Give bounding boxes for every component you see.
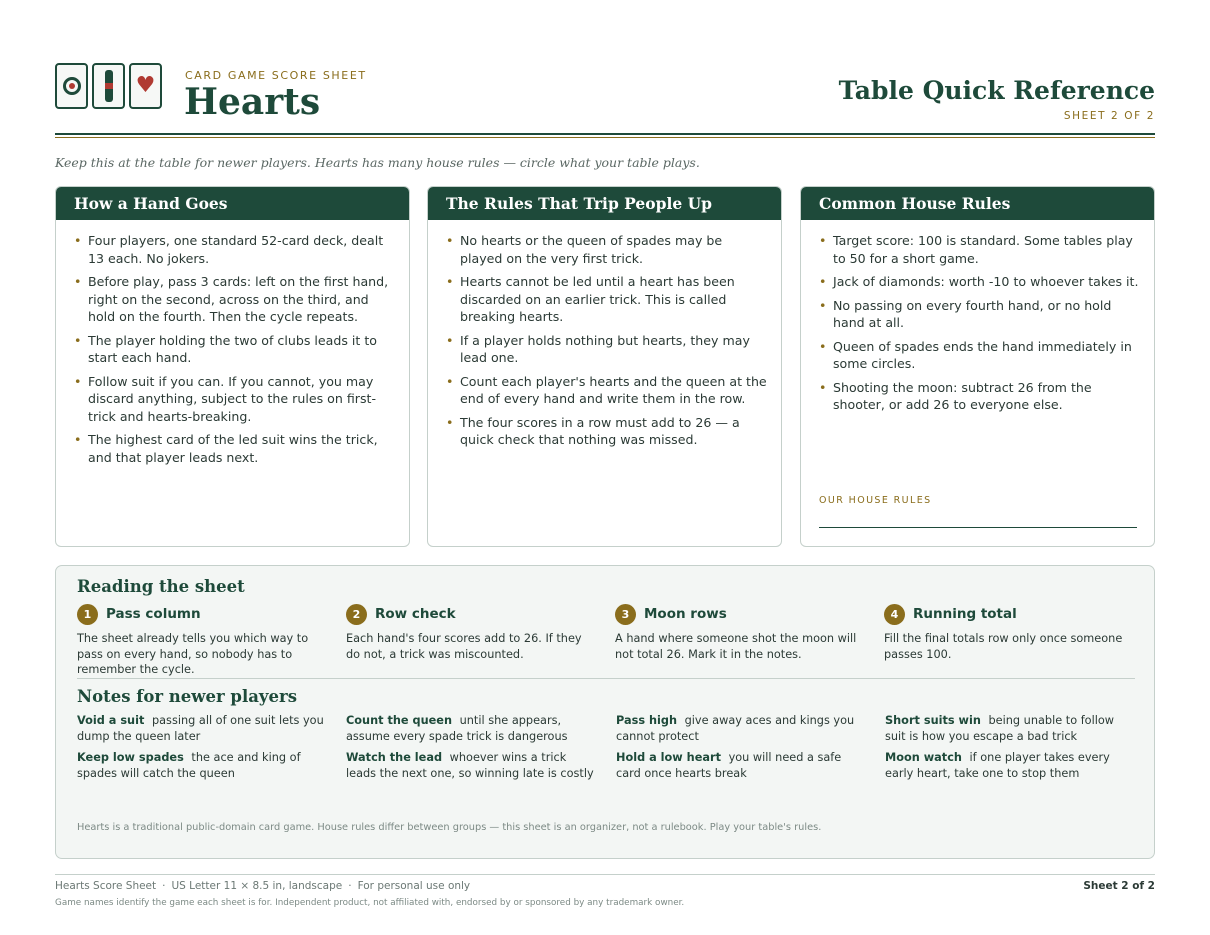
step-text: The sheet already tells you which way to pass on every hand, so nobody has to remember the cycle. — [77, 632, 309, 676]
note-item — [616, 713, 866, 744]
note-item — [77, 750, 327, 781]
heart-card-icon: ♥ — [129, 63, 162, 109]
list-item: • Hearts cannot be led until a heart has been discarded on an earlier trick. This is called breaking hearts. — [446, 273, 767, 326]
footer-left — [55, 880, 470, 892]
bar-card-icon — [92, 63, 125, 109]
reading-notes-box — [55, 565, 1155, 859]
note-term: Moon watch — [885, 751, 962, 764]
list-item: • If a player holds nothing but hearts, they may lead one. — [446, 332, 767, 367]
reference-title: Table Quick Reference — [838, 76, 1155, 105]
note-text: until she appears, assume every spade trick is dangerous — [346, 714, 568, 743]
rule-list — [56, 220, 409, 466]
page-title: Hearts — [184, 81, 321, 123]
note-text: if one player takes every early heart, take one to stop them — [885, 751, 1110, 780]
list-item: • Queen of spades ends the hand immediately in some circles. — [819, 338, 1140, 373]
rule-list — [428, 220, 781, 449]
step-number-badge: 3 — [615, 604, 636, 625]
list-item: • The four scores in a row must add to 26 — a quick check that nothing was missed. — [446, 414, 767, 449]
panel-title: The Rules That Trip People Up — [428, 187, 781, 220]
footer-usage: For personal use only — [357, 880, 471, 892]
list-item: • Four players, one standard 52-card deck, dealt 13 each. No jokers. — [74, 232, 395, 267]
step-title: Moon rows — [644, 606, 727, 622]
note-item — [346, 713, 596, 744]
list-item: • Count each player's hearts and the queen at the end of every hand and write them in the row. — [446, 373, 767, 408]
list-item: • No passing on every fourth hand, or no hold hand at all. — [819, 297, 1140, 332]
note-text: give away aces and kings you cannot protect — [616, 714, 855, 743]
step-text: Fill the final totals row only once someone passes 100. — [884, 632, 1123, 661]
note-term: Hold a low heart — [616, 751, 721, 764]
disclaimer-text: Hearts is a traditional public-domain card game. House rules differ between groups — this sheet is an organizer, not a rulebook. Play your table's rules. — [77, 822, 822, 833]
list-item: • No hearts or the queen of spades may be played on the very first trick. — [446, 232, 767, 267]
panel-title: How a Hand Goes — [56, 187, 409, 220]
footer-sheet-number: Sheet 2 of 2 — [1083, 880, 1155, 892]
note-text: whoever wins a trick leads the next one, so winning late is costly — [346, 751, 594, 780]
step-title: Row check — [375, 606, 456, 622]
note-term: Short suits win — [885, 714, 981, 727]
footer-separator: · — [348, 880, 352, 892]
reading-title: Reading the sheet — [77, 577, 245, 596]
sheet-number: SHEET 2 OF 2 — [1063, 110, 1155, 122]
footer-trademark-note: Game names identify the game each sheet is for. Independent product, not affiliated with, endorsed by or sponsored by any trademark owner. — [55, 898, 685, 908]
note-item — [346, 750, 596, 781]
panel-how-a-hand-goes — [55, 186, 410, 547]
house-rules-label: OUR HOUSE RULES — [819, 495, 932, 506]
step-title: Pass column — [106, 606, 201, 622]
step-number-badge: 2 — [346, 604, 367, 625]
list-item: • The highest card of the led suit wins the trick, and that player leads next. — [74, 431, 395, 466]
list-item: • Follow suit if you can. If you cannot, you may discard anything, subject to the rules on first-trick and hearts-breaking. — [74, 373, 395, 426]
note-text: you will need a safe card once hearts break — [616, 751, 842, 780]
panel-rules-that-trip — [427, 186, 782, 547]
page-header — [55, 62, 1155, 137]
club-card-icon — [55, 63, 88, 109]
note-text: the ace and king of spades will catch the queen — [77, 751, 301, 780]
footer-separator: · — [162, 880, 166, 892]
section-divider — [77, 678, 1135, 679]
note-item — [885, 713, 1135, 744]
house-rules-write-line[interactable] — [819, 527, 1137, 528]
step-text: Each hand's four scores add to 26. If they do not, a trick was miscounted. — [346, 632, 582, 661]
list-item: • Jack of diamonds: worth -10 to whoever takes it. — [819, 273, 1140, 291]
logo-cards — [55, 63, 162, 109]
notes-title: Notes for newer players — [77, 687, 297, 706]
step-number-badge: 1 — [77, 604, 98, 625]
note-item — [77, 713, 327, 744]
list-item: • Shooting the moon: subtract 26 from the shooter, or add 26 to everyone else. — [819, 379, 1140, 414]
footer-rule — [55, 874, 1155, 875]
footer-paper-size: US Letter 11 × 8.5 in, landscape — [171, 880, 343, 892]
list-item: • The player holding the two of clubs leads it to start each hand. — [74, 332, 395, 367]
footer-product: Hearts Score Sheet — [55, 880, 157, 892]
note-item — [885, 750, 1135, 781]
rule-list — [801, 220, 1154, 414]
note-text: passing all of one suit lets you dump the queen later — [77, 714, 324, 743]
panel-title: Common House Rules — [801, 187, 1154, 220]
note-item — [616, 750, 866, 781]
note-text: being unable to follow suit is how you escape a bad trick — [885, 714, 1115, 743]
note-term: Watch the lead — [346, 751, 443, 764]
intro-text: Keep this at the table for newer players. Hearts has many house rules — circle what your table plays. — [55, 155, 700, 170]
note-term: Keep low spades — [77, 751, 184, 764]
list-item: • Before play, pass 3 cards: left on the first hand, right on the second, across on the third, and hold on the fourth. Then the cycle repeats. — [74, 273, 395, 326]
step-number-badge: 4 — [884, 604, 905, 625]
note-term: Void a suit — [77, 714, 145, 727]
step-text: A hand where someone shot the moon will not total 26. Mark it in the notes. — [615, 632, 857, 661]
note-term: Count the queen — [346, 714, 453, 727]
header-kicker: CARD GAME SCORE SHEET — [185, 69, 367, 82]
panel-house-rules — [800, 186, 1155, 547]
note-term: Pass high — [616, 714, 678, 727]
header-rule — [55, 133, 1155, 138]
step-title: Running total — [913, 606, 1017, 622]
list-item: • Target score: 100 is standard. Some tables play to 50 for a short game. — [819, 232, 1140, 267]
